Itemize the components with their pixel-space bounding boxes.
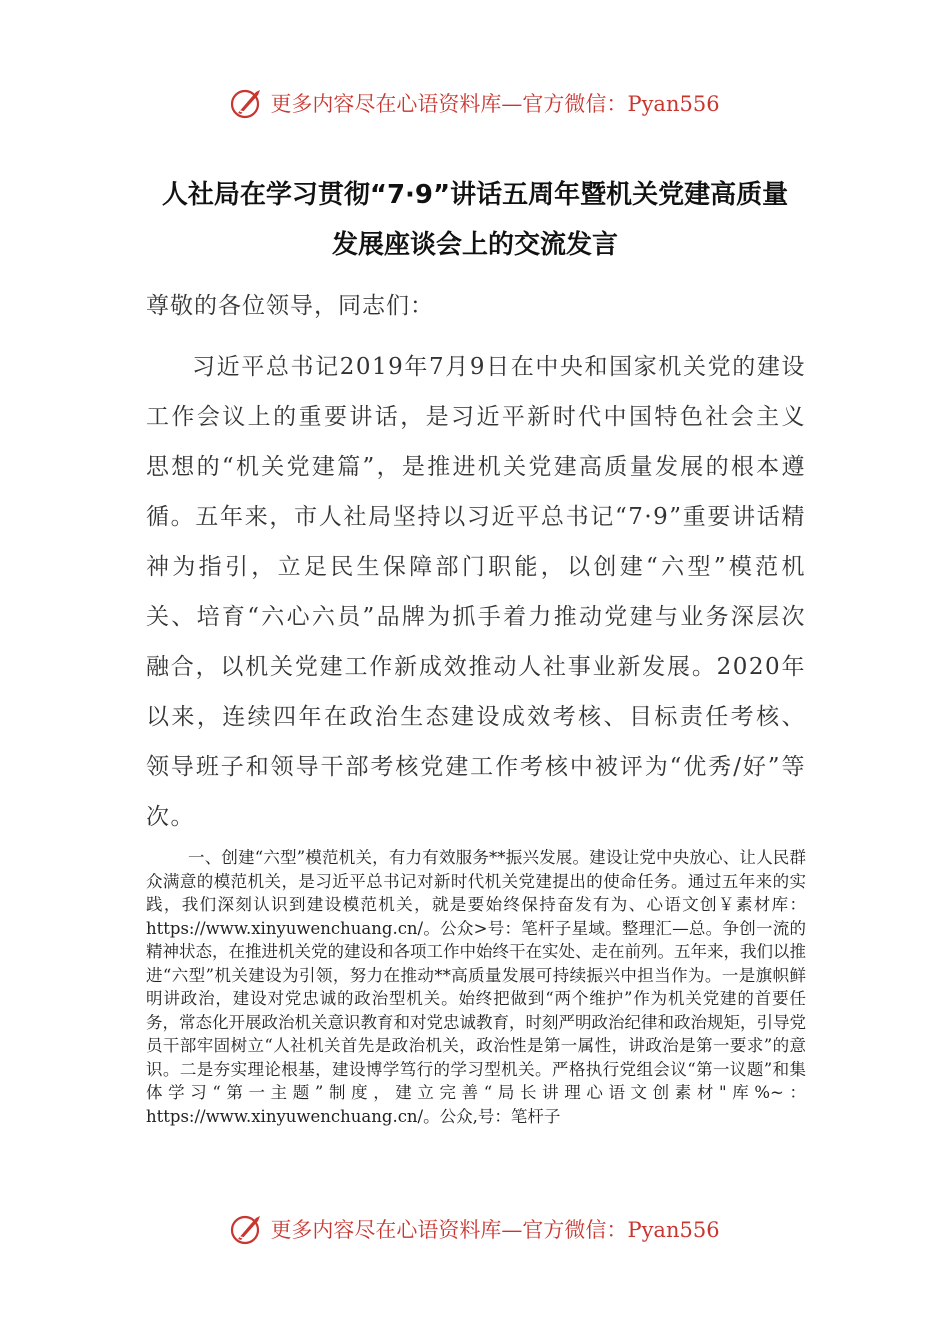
banner-text: 更多内容尽在心语资料库—官方微信：Pyan556	[270, 92, 720, 116]
quill-pen-icon	[230, 86, 264, 120]
banner-text: 更多内容尽在心语资料库—官方微信：Pyan556	[270, 1218, 720, 1242]
footer-watermark-banner	[0, 1204, 950, 1254]
intro-paragraph: 习近平总书记2019年7月9日在中央和国家机关党的建设工作会议上的重要讲话，是习近平新时代中国特色社会主义思想的“机关党建篇”，是推进机关党建高质量发展的根本遵循。五年来，市人社局坚持以习近平总书记“7·9”重要讲话精神为指引，立足民生保障部门职能，以创建“六型”模范机关、培育“六心六员”品牌为抓手着力推动党建与业务深层次融合，以机关党建工作新成效推动人社事业新发展。2020年以来，连续四年在政治生态建设成效考核、目标责任考核、领导班子和领导干部考核党建工作考核中被评为“优秀/好”等次。	[146, 354, 806, 830]
document-title-line-2: 发展座谈会上的交流发言	[331, 230, 618, 260]
section-one-paragraph: 一、创建“六型”模范机关，有力有效服务**振兴发展。建设让党中央放心、让人民群众满意的模范机关，是习近平总书记对新时代机关党建提出的使命任务。通过五年来的实践，我们深刻认识到建设模范机关，就是要始终保持奋发有为、心语文创￥素材库：https://www.xinyuwenchuang.cn/。公众>号：笔杆子星域。整理汇—总。争创一流的精神状态，在推进机关党的建设和各项工作中始终干在实处、走在前列。五年来，我们以推进“六型”机关建设为引领，努力在推动**高质量发展可持续振兴中担当作为。一是旗帜鲜明讲政治，建设对党忠诚的政治型机关。始终把做到“两个维护”作为机关党建的首要任务，常态化开展政治机关意识教育和对党忠诚教育，时刻严明政治纪律和政治规矩，引导党员干部牢固树立“人社机关首先是政治机关，政治性是第一属性，讲政治是第一要求”的意识。二是夯实理论根基，建设博学笃行的学习型机关。严格执行党组会议“第一议题”和集体学习“第一主题”制度，建立完善“局长讲理心语文创素材"库%~：https://www.xinyuwenchuang.cn/。公众,号：笔杆子	[146, 848, 806, 1126]
wechat-id: Pyan556	[627, 92, 720, 116]
quill-pen-icon	[230, 1212, 264, 1246]
wechat-id: Pyan556	[627, 1218, 720, 1242]
header-watermark-banner	[0, 78, 950, 128]
document-title-line-1: 人社局在学习贯彻“7·9”讲话五周年暨机关党建高质量	[161, 180, 789, 210]
salutation: 尊敬的各位领导，同志们：	[146, 293, 434, 319]
